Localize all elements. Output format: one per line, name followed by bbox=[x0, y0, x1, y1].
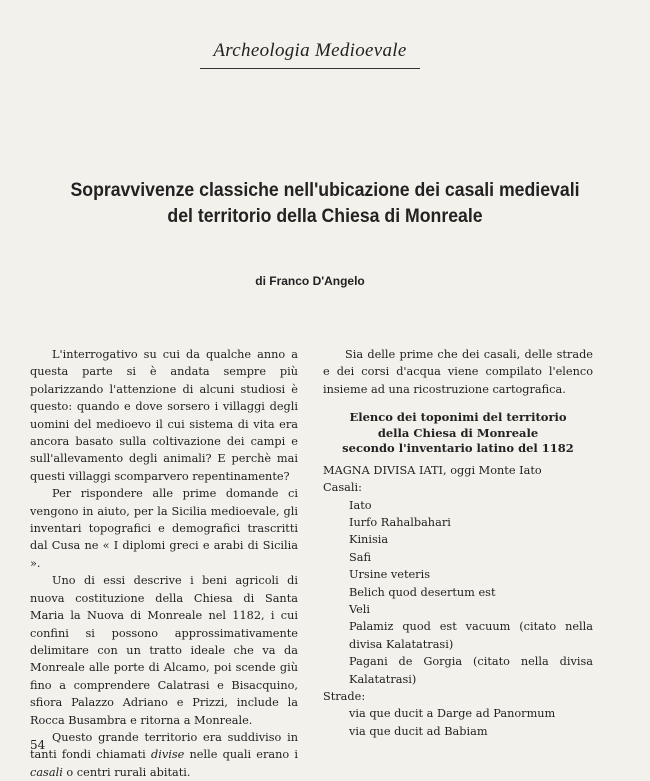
section-header: Archeologia Medioevale bbox=[213, 40, 407, 61]
paragraph-4 bbox=[30, 729, 298, 781]
divisa-heading: MAGNA DIVISA IATI, oggi Monte Iato bbox=[323, 463, 542, 477]
casale-item: Veli bbox=[349, 602, 371, 616]
casale-item: Pagani de Gorgia (citato nella divisa Kalatatrasi) bbox=[349, 655, 593, 686]
casale-item: Safi bbox=[349, 550, 372, 564]
list-title bbox=[323, 410, 593, 457]
paragraph-4-part-b: nelle quali erano i bbox=[184, 748, 298, 762]
strade-label: Strade: bbox=[323, 690, 366, 703]
paragraph-4-part-a: Questo grande territorio era suddiviso in tanti fondi chiamati bbox=[30, 730, 298, 762]
paragraph-2: Per rispondere alle prime domande ci vengono in aiuto, per la Sicilia medioevale, gli inventari topografici e demografici trascritti dal Cusa ne « I diplomi greci e arabi di Sicilia ». bbox=[30, 487, 298, 570]
right-column bbox=[323, 346, 593, 740]
term-divise: divise bbox=[150, 748, 185, 762]
header-rule bbox=[200, 68, 420, 69]
casale-item: Kinisia bbox=[349, 533, 389, 547]
left-column bbox=[30, 346, 298, 781]
paragraph-right-1: Sia delle prime che dei casali, delle strade e dei corsi d'acqua viene compilato l'elenco insieme ad una ricostruzione cartografica. bbox=[323, 348, 593, 396]
casale-item: Palamiz quod est vacuum (citato nella divisa Kalatatrasi) bbox=[349, 620, 593, 651]
casale-item: Iurfo Rahalbahari bbox=[349, 515, 451, 529]
title-line-1: Sopravvivenze classiche nell'ubicazione dei casali medievali bbox=[70, 180, 580, 201]
strada-item: via que ducit ad Babiam bbox=[349, 724, 488, 738]
term-casali: casali bbox=[30, 765, 63, 779]
casale-item: Iato bbox=[349, 498, 372, 512]
title-line-2: del territorio della Chiesa di Monreale bbox=[167, 206, 483, 227]
list-title-line-1: Elenco dei toponimi del territorio bbox=[349, 410, 567, 425]
paragraph-1: L'interrogativo su cui da qualche anno a questa parte si è andata sempre più polarizzando l'attenzione di alcuni studiosi è questo: quando e dove sorsero i villaggi degli uomini del medioevo il cui sistema di vita era ancora basato sulla coltivazione dei campi e sull'allevamento degli animali? E perchè mai questi villaggi scomparvero repentinamente? bbox=[30, 348, 298, 483]
list-title-line-2: della Chiesa di Monreale bbox=[377, 425, 539, 440]
strada-item: via que ducit a Darge ad Panormum bbox=[349, 707, 556, 721]
list-title-line-3: secondo l'inventario latino del 1182 bbox=[342, 441, 574, 456]
casale-item: Belich quod desertum est bbox=[349, 585, 496, 599]
casali-label: Casali: bbox=[323, 481, 362, 495]
author-byline: di Franco D'Angelo bbox=[255, 274, 365, 288]
casale-item: Ursine veteris bbox=[349, 568, 430, 582]
paragraph-4-part-c: o centri rurali abitati. bbox=[62, 765, 191, 779]
article-title bbox=[41, 178, 608, 230]
paragraph-3: Uno di essi descrive i beni agricoli di nuova costituzione della Chiesa di Santa Maria la Nuova di Monreale nel 1182, i cui confini si possono approssimativamente delimitare con un tratto ideale che va da Monreale alle porte di Alcamo, poi scende giù fino a comprendere Calatrasi e Bisacquino, sfiora Palazzo Adriano e Prizzi, include la Rocca Busambra e ritorna a Monreale. bbox=[30, 574, 298, 727]
page-number: 54 bbox=[30, 738, 46, 752]
